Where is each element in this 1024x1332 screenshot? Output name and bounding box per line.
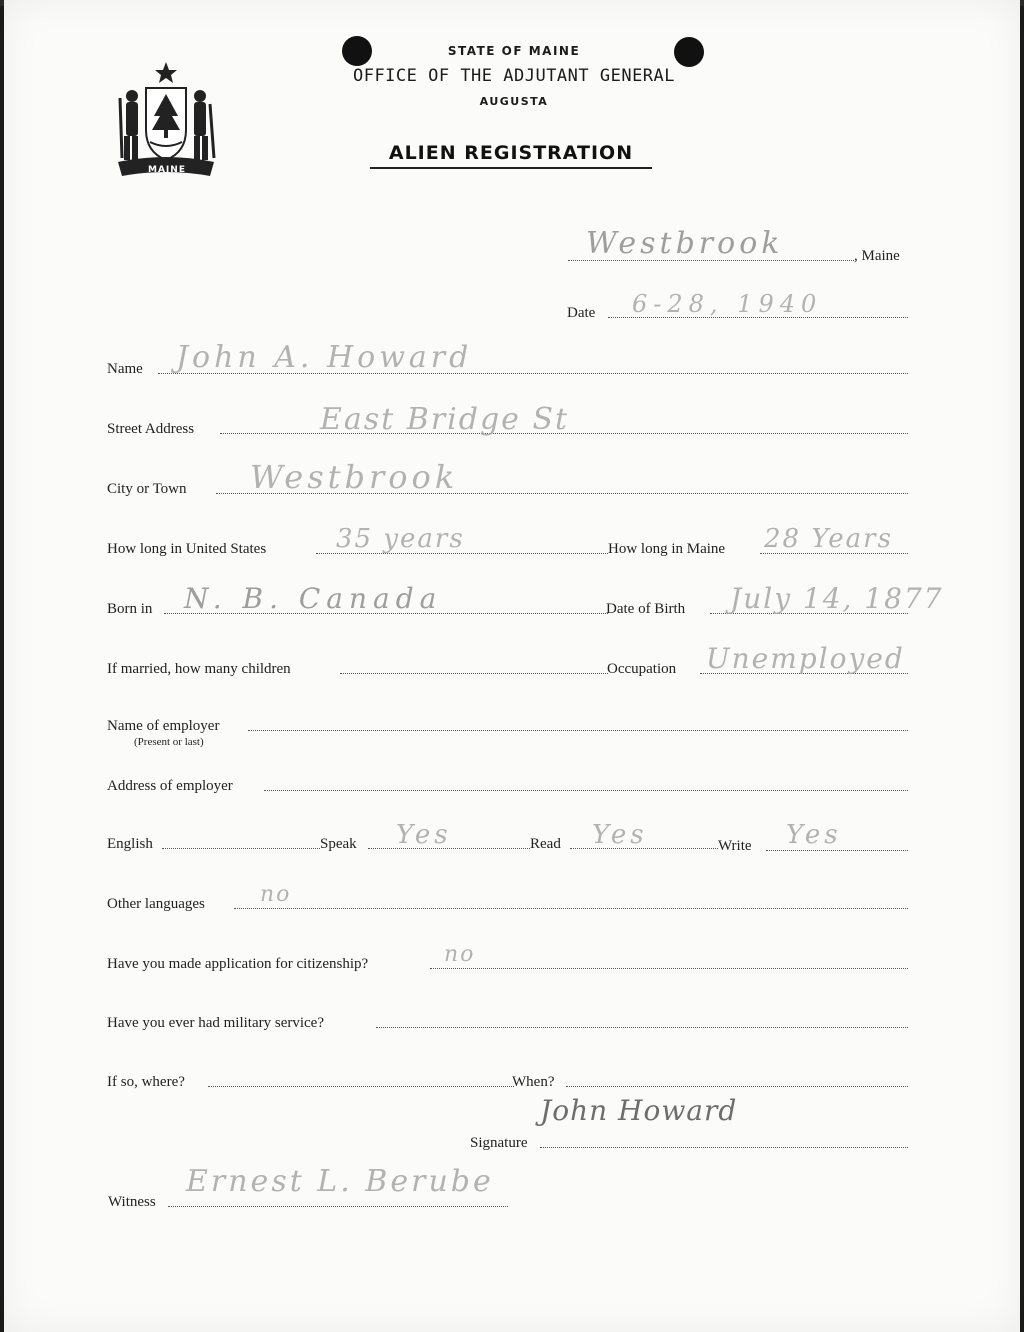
children-label: If married, how many children xyxy=(107,661,291,677)
signature-value[interactable]: John Howard xyxy=(540,1094,738,1127)
city-label: City or Town xyxy=(107,481,187,497)
dob-value[interactable]: July 14, 1877 xyxy=(730,582,944,615)
when-label: When? xyxy=(512,1074,555,1090)
citizenship-value[interactable]: no xyxy=(444,942,476,967)
other-languages-line xyxy=(234,908,908,909)
read-label: Read xyxy=(530,836,561,852)
where-line xyxy=(208,1086,514,1087)
signature-line xyxy=(540,1147,908,1148)
born-value[interactable]: N. B. Canada xyxy=(184,582,443,615)
where-label: If so, where? xyxy=(107,1074,185,1090)
employer-address-line xyxy=(264,790,908,791)
write-line xyxy=(766,850,908,851)
born-label: Born in xyxy=(107,601,153,617)
maine-time-value[interactable]: 28 Years xyxy=(764,524,893,554)
us-time-value[interactable]: 35 years xyxy=(336,524,465,554)
children-line xyxy=(340,673,608,674)
name-value[interactable]: John A. Howard xyxy=(176,340,473,375)
citizenship-line xyxy=(430,968,908,969)
when-line xyxy=(566,1086,908,1087)
speak-value[interactable]: Yes xyxy=(396,820,452,850)
street-value[interactable]: East Bridge St xyxy=(320,402,570,437)
office-heading: OFFICE OF THE ADJUTANT GENERAL xyxy=(352,66,676,86)
city-value[interactable]: Westbrook xyxy=(250,458,459,496)
occupation-value[interactable]: Unemployed xyxy=(706,642,905,675)
military-label: Have you ever had military service? xyxy=(107,1015,324,1031)
date-value[interactable]: 6-28, 1940 xyxy=(632,290,823,318)
employer-address-label: Address of employer xyxy=(107,778,233,794)
form-page xyxy=(4,0,1020,1332)
speak-label: Speak xyxy=(320,836,357,852)
name-label: Name xyxy=(107,361,143,377)
witness-value[interactable]: Ernest L. Berube xyxy=(186,1164,494,1199)
maine-time-label: How long in Maine xyxy=(608,541,726,557)
other-languages-value[interactable]: no xyxy=(260,882,292,907)
witness-label: Witness xyxy=(108,1194,156,1210)
read-value[interactable]: Yes xyxy=(592,820,648,850)
military-line xyxy=(376,1027,908,1028)
employer-line xyxy=(248,730,908,731)
form-title: ALIEN REGISTRATION xyxy=(370,142,652,169)
seal-banner-text: MAINE xyxy=(148,165,186,175)
us-time-label: How long in United States xyxy=(107,541,267,557)
employer-sublabel: (Present or last) xyxy=(134,736,204,748)
write-value[interactable]: Yes xyxy=(786,820,842,850)
english-line xyxy=(162,848,320,849)
other-languages-label: Other languages xyxy=(107,896,205,912)
city-heading: AUGUSTA xyxy=(479,95,549,108)
state-heading: STATE OF MAINE xyxy=(447,44,581,58)
date-label: Date xyxy=(567,305,596,321)
english-label: English xyxy=(107,836,153,852)
write-label: Write xyxy=(718,838,752,854)
street-label: Street Address xyxy=(107,421,195,437)
place-suffix: , Maine xyxy=(854,248,900,264)
citizenship-label: Have you made application for citizenship? xyxy=(107,956,369,972)
occupation-label: Occupation xyxy=(607,661,677,677)
witness-line xyxy=(168,1206,508,1207)
employer-label: Name of employer xyxy=(107,718,220,734)
dob-label: Date of Birth xyxy=(606,601,686,617)
signature-label: Signature xyxy=(470,1135,528,1151)
place-value[interactable]: Westbrook xyxy=(586,226,784,261)
